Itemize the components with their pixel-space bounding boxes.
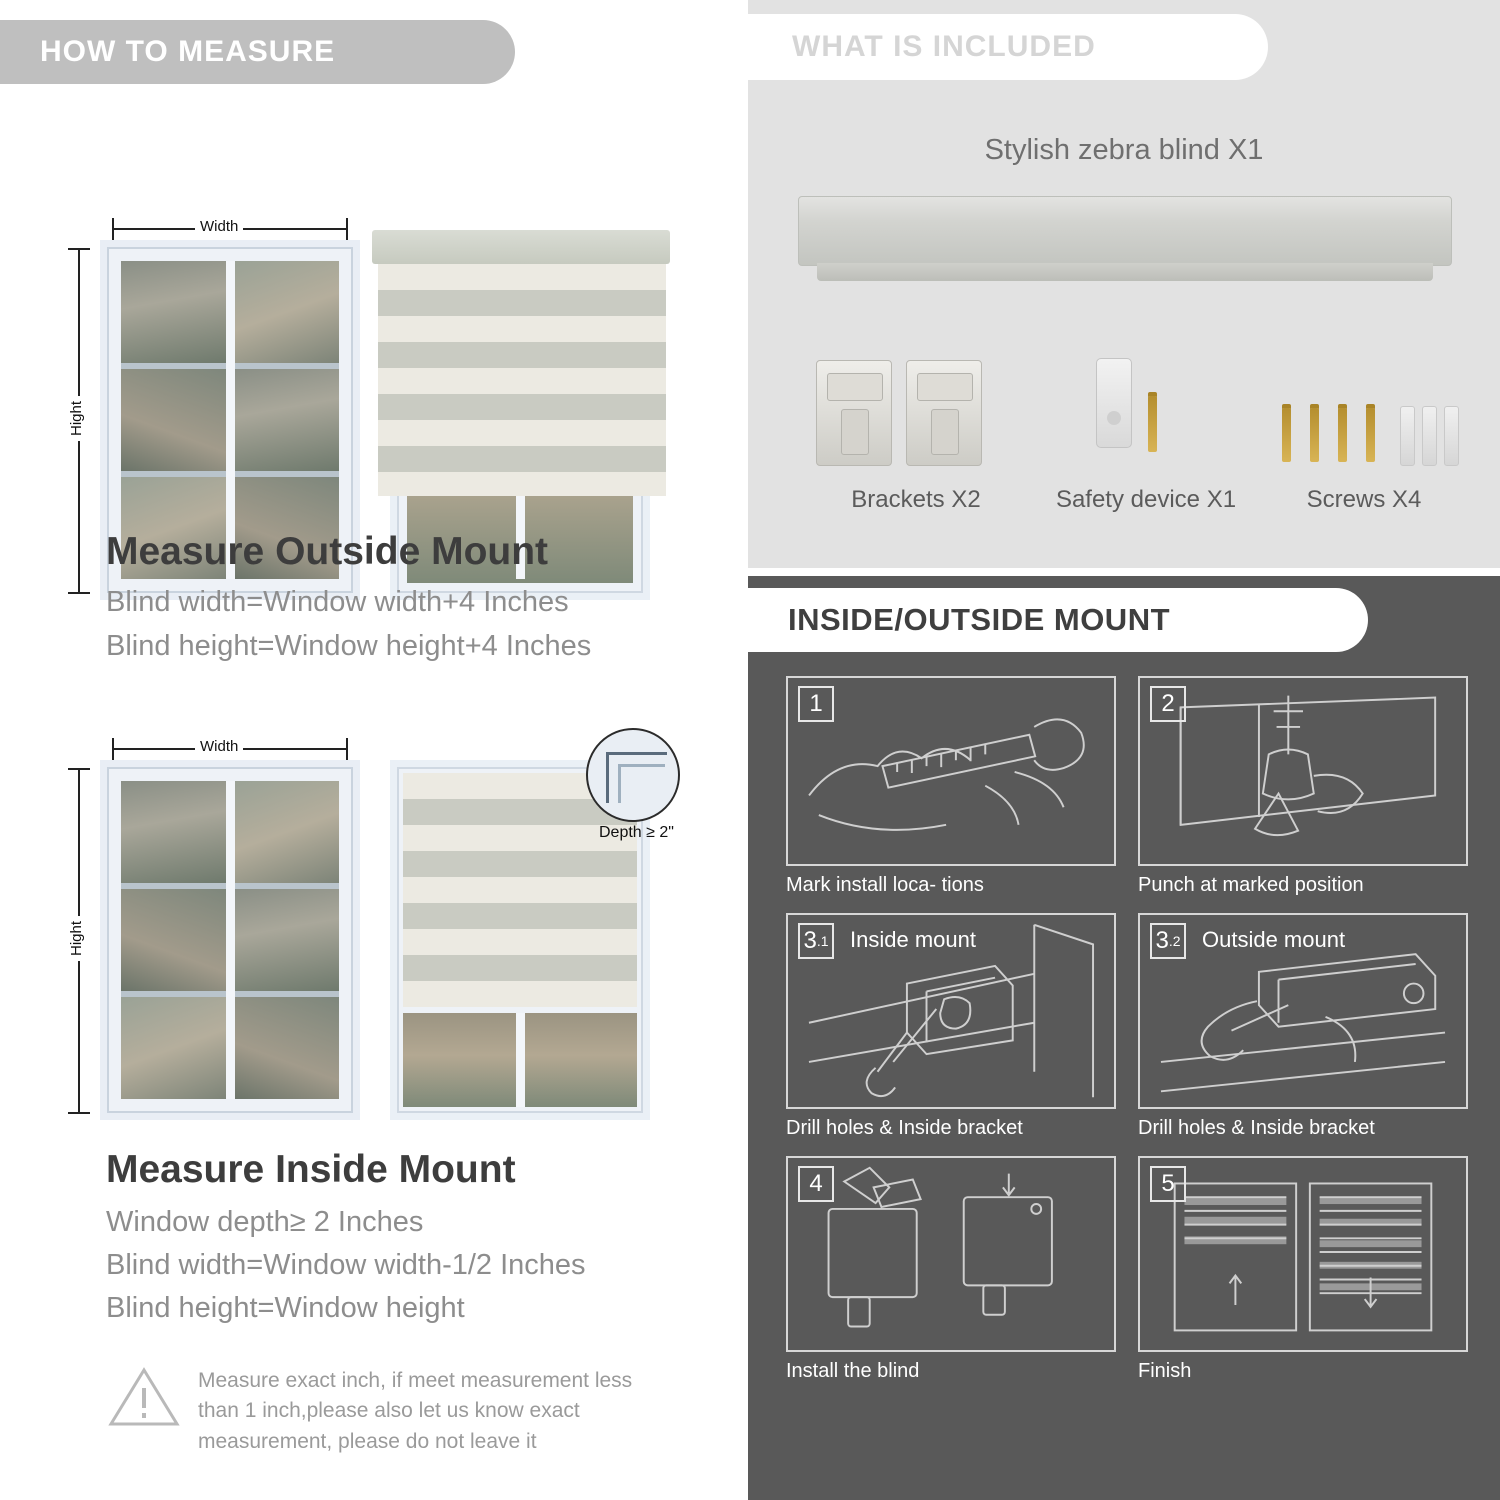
step-number-text: 2 — [1161, 690, 1175, 717]
window-pane — [233, 997, 339, 1099]
outside-mount-line-1: Blind width=Window width+4 Inches — [106, 586, 569, 618]
how-to-measure-badge: HOW TO MEASURE — [0, 20, 515, 84]
step-item — [1138, 913, 1468, 1140]
step-5-figure — [1138, 1156, 1468, 1352]
included-main-title: Stylish zebra blind X1 — [984, 134, 1264, 166]
inside-width-label: Width — [195, 738, 243, 755]
step-2-caption: Punch at marked position — [1138, 874, 1364, 896]
inside-width-dim-tick-right — [346, 738, 348, 760]
step-item — [786, 676, 1116, 897]
inside-mount-heading: Measure Inside Mount — [106, 1148, 516, 1191]
screws-label: Screws X4 — [1306, 486, 1422, 513]
inside-mount-line-3: Blind height=Window height — [106, 1292, 465, 1324]
measure-note — [108, 1366, 688, 1457]
step-1-figure — [786, 676, 1116, 866]
outside-height-dim-tick-bottom — [68, 592, 90, 594]
step-3-2-title: Outside mount — [1202, 927, 1346, 952]
blind-headrail-outside — [372, 230, 670, 264]
outside-mount-heading: Measure Outside Mount — [106, 530, 549, 573]
steps-row — [786, 1156, 1468, 1383]
step-2-figure — [1138, 676, 1468, 866]
window-pane — [121, 781, 227, 883]
step-item — [1138, 676, 1468, 897]
steps-row — [786, 913, 1468, 1140]
bracket-part-1 — [816, 360, 892, 466]
what-is-included-badge: WHAT IS INCLUDED — [748, 14, 1268, 80]
inside-mount-line-1: Window depth≥ 2 Inches — [106, 1206, 424, 1238]
inside-width-dim-tick-left — [112, 738, 114, 760]
wall-anchor-part — [1444, 406, 1459, 466]
wall-anchor-part — [1400, 406, 1415, 466]
inside-outside-mount-badge: INSIDE/OUTSIDE MOUNT — [748, 588, 1368, 652]
step-3-2-number — [1150, 923, 1186, 959]
safety-device-part — [1096, 358, 1132, 448]
safety-screw-part — [1148, 396, 1157, 452]
screw-part — [1282, 408, 1291, 462]
blind-fabric-outside — [378, 264, 666, 496]
screw-part — [1338, 408, 1347, 462]
bracket-part-2 — [906, 360, 982, 466]
step-item — [1138, 1156, 1468, 1383]
outside-height-dim-tick-top — [68, 248, 90, 250]
safety-device-label: Safety device X1 — [1055, 486, 1237, 513]
depth-label: Depth ≥ 2" — [599, 824, 674, 841]
outside-mount-line-2: Blind height=Window height+4 Inches — [106, 630, 592, 662]
zebra-blind-headrail — [798, 196, 1452, 266]
installation-steps — [786, 676, 1468, 1399]
window-pane — [233, 781, 339, 883]
step-number-text: 3 — [1155, 927, 1169, 954]
step-3-2-figure — [1138, 913, 1468, 1109]
window-pane — [121, 997, 227, 1099]
step-number-text: 4 — [809, 1170, 823, 1197]
step-number-text: 3 — [803, 927, 817, 954]
step-number-sub: .1 — [816, 933, 829, 949]
step-4-caption: Install the blind — [786, 1360, 920, 1382]
steps-row — [786, 676, 1468, 897]
step-item — [786, 1156, 1116, 1383]
measure-hand-sketch — [788, 678, 1114, 864]
brackets-label: Brackets X2 — [851, 486, 981, 513]
window-pane — [233, 369, 339, 471]
step-5-number — [1150, 1166, 1186, 1202]
step-3-1-figure — [786, 913, 1116, 1109]
window-pane — [233, 889, 339, 991]
window-pane — [121, 369, 227, 471]
step-number-text: 1 — [809, 690, 823, 717]
inside-height-label: Hight — [68, 916, 85, 961]
step-1-caption: Mark install loca- tions — [786, 874, 984, 896]
step-1-number — [798, 686, 834, 722]
window-pane — [121, 261, 227, 363]
wall-anchor-part — [1422, 406, 1437, 466]
step-5-caption: Finish — [1138, 1360, 1192, 1382]
install-blind-sketch — [788, 1158, 1114, 1350]
finished-blind-sketch — [1140, 1158, 1466, 1350]
window-mullion — [516, 1013, 525, 1107]
step-3-1-title: Inside mount — [850, 927, 976, 952]
inside-height-dim-tick-top — [68, 768, 90, 770]
screw-part — [1366, 408, 1375, 462]
step-4-figure — [786, 1156, 1116, 1352]
window-pane — [121, 889, 227, 991]
inside-mount-line-2: Blind width=Window width-1/2 Inches — [106, 1249, 586, 1281]
screw-part — [1310, 408, 1319, 462]
outside-width-dim-tick-right — [346, 218, 348, 240]
step-3-1-number — [798, 923, 834, 959]
window-pane — [233, 261, 339, 363]
inside-mount-illustration — [0, 720, 740, 1140]
depth-detail-circle — [586, 728, 680, 822]
step-item — [786, 913, 1116, 1140]
outside-width-label: Width — [195, 218, 243, 235]
drill-sketch — [1140, 678, 1466, 864]
inside-outside-mount-panel — [748, 576, 1500, 1500]
step-4-number — [798, 1166, 834, 1202]
step-3-2-caption: Drill holes & Inside bracket — [1138, 1117, 1375, 1139]
inside-height-dim-tick-bottom — [68, 1112, 90, 1114]
window-mullion — [226, 781, 235, 1099]
measure-note-text: Measure exact inch, if meet measurement less than 1 inch,please also let us know exact measurement, please do not leave it — [198, 1369, 633, 1453]
outside-height-label: Hight — [68, 396, 85, 441]
window-without-blind-inside — [100, 760, 360, 1120]
step-3-1-caption: Drill holes & Inside bracket — [786, 1117, 1023, 1139]
what-is-included-panel — [748, 0, 1500, 568]
step-number-sub: .2 — [1168, 933, 1181, 949]
step-2-number — [1150, 686, 1186, 722]
warning-icon — [108, 1366, 180, 1428]
outside-mount-illustration — [0, 100, 740, 520]
how-to-measure-panel — [0, 0, 740, 1500]
outside-width-dim-tick-left — [112, 218, 114, 240]
step-number-text: 5 — [1161, 1170, 1175, 1197]
